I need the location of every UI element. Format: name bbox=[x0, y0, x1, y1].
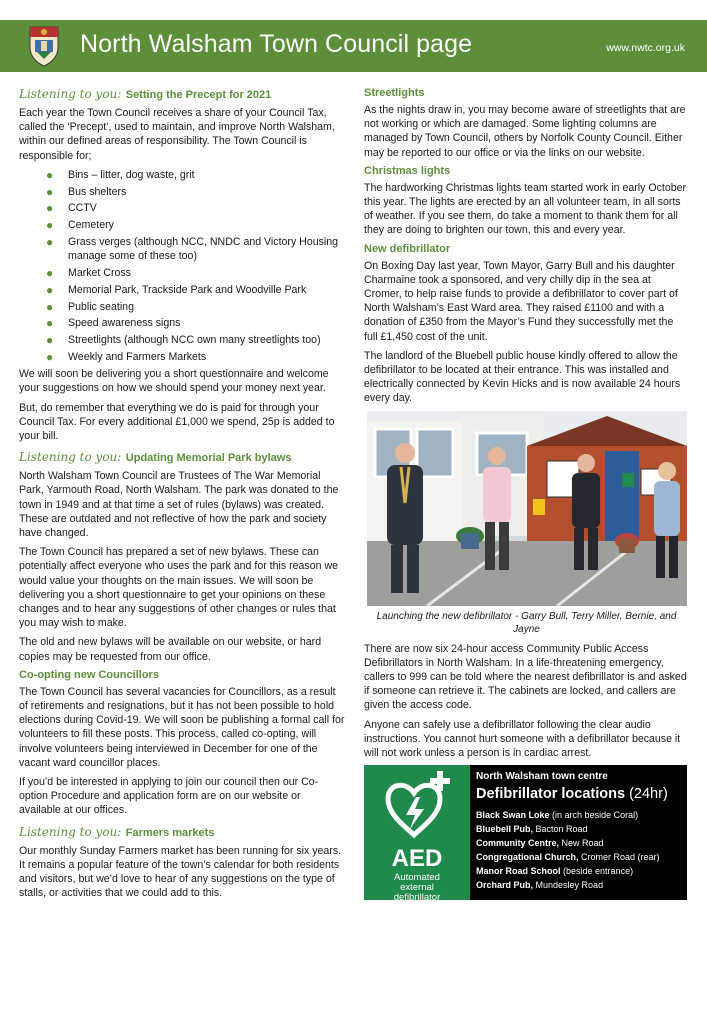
aed-locations-panel bbox=[476, 771, 684, 892]
aed-sign bbox=[364, 765, 470, 904]
photo-caption: Launching the new defibrillator - Garry Bull, Terry Miller, Bernie, and Jayne bbox=[376, 610, 677, 635]
bullet-icon: ● bbox=[46, 282, 54, 297]
location-item: Community Centre, New Road bbox=[476, 838, 604, 849]
aed-town-label: North Walsham town centre bbox=[476, 771, 608, 783]
bullet-icon: ● bbox=[46, 201, 54, 216]
coopting-text-2: If you’d be interested in applying to join our council then our Co-option Procedure and application form are on our website or available at our offices. bbox=[19, 776, 319, 817]
christmas-text: The hardworking Christmas lights team started work in early October this year. The lights are erected by an all volunteer team, in all sorts of weather. If you see them, do take a moment to thank them for all they are doing to brighten our town, this and every year. bbox=[364, 181, 687, 237]
aed-heading: Defibrillator locations (24hr) bbox=[476, 786, 668, 803]
listening-kicker: Listening to you: bbox=[19, 450, 122, 465]
farmers-heading bbox=[19, 823, 345, 841]
streetlights-text: As the nights draw in, you may become aware of streetlights that are not working or which are damaged. Some lighting columns are managed by Town Council, others by Norfolk County Council. Either may be reported to our office or via the links on our website. bbox=[364, 104, 686, 159]
bylaws-heading bbox=[19, 448, 345, 466]
list-item: ● Bus shelters bbox=[46, 184, 127, 199]
right-column bbox=[364, 84, 689, 904]
bylaws-text-1: North Walsham Town Council are Trustees of The War Memorial Park, Yarmouth Road, North Walsham. The park was donated to the town in 1949 and at that time a set of rules (bylaws) was created. These are outdated and not reflective of how the park and society have changed. bbox=[19, 470, 339, 540]
defib-text-1: On Boxing Day last year, Town Mayor, Garry Bull and his daughter Charmaine took a sponsored, and very chilly dip in the sea at Cromer, to help raise funds to provide a defibrillator to cover part of North Walsham’s East Ward area. They raised £1100 and with a donation of £350 from the Mayor’s Fund they successfully met the full £1,450 cost of the unit. bbox=[364, 259, 678, 343]
bullet-icon: ● bbox=[46, 167, 54, 182]
bullet-icon: ● bbox=[46, 299, 54, 314]
bullet-icon: ● bbox=[46, 266, 54, 280]
location-item: Bluebell Pub, Bacton Road bbox=[476, 824, 588, 835]
precept-heading bbox=[19, 85, 345, 103]
bullet-icon: ● bbox=[46, 349, 54, 364]
list-item: ● Streetlights (although NCC own many streetlights too) bbox=[46, 333, 321, 348]
streetlights-title: Streetlights bbox=[364, 87, 425, 99]
defibrillator-launch-photo bbox=[367, 411, 687, 606]
defibrillator-locations-box bbox=[364, 765, 687, 904]
town-crest-icon bbox=[27, 23, 61, 67]
bullet-icon: ● bbox=[46, 333, 54, 348]
list-item: ● Public seating bbox=[46, 299, 134, 314]
bullet-icon: ● bbox=[46, 184, 54, 199]
list-item: ● Speed awareness signs bbox=[46, 316, 181, 331]
christmas-title: Christmas lights bbox=[364, 164, 451, 177]
aed-subtitle: Automated external defibrillator bbox=[393, 872, 441, 904]
precept-questionnaire-text: We will soon be delivering you a short questionnaire and welcome your suggestions on how we should spend your money next year. bbox=[19, 368, 329, 395]
aed-label: AED bbox=[391, 845, 443, 873]
bullet-icon: ● bbox=[46, 235, 54, 249]
aed-heart-icon bbox=[364, 765, 470, 845]
bylaws-text-3: The old and new bylaws will be available on our website, or hard copies may be requested from our office. bbox=[19, 636, 322, 663]
bullet-icon: ● bbox=[46, 316, 54, 331]
listening-kicker: Listening to you: bbox=[19, 824, 122, 839]
location-item: Manor Road School (beside entrance) bbox=[476, 866, 634, 877]
location-item: Orchard Pub, Mundesley Road bbox=[476, 880, 604, 891]
page-header bbox=[0, 20, 707, 72]
precept-council-tax-text: But, do remember that everything we do is paid for through your Council Tax. For every additional £1,000 we spend, 25p is added to your bill. bbox=[19, 401, 335, 442]
bylaws-text-2: The Town Council has prepared a set of new bylaws. These can potentially affect everyone who uses the park and for this reason we would value your thoughts on the main issues. We will soon be delivering you a short questionnaire to get your opinions on these changes and to hear any suggestions of other changes or rules that you may wish to make. bbox=[19, 546, 338, 630]
bullet-icon: ● bbox=[46, 218, 54, 233]
list-item: ● Weekly and Farmers Markets bbox=[46, 349, 207, 364]
list-item: ● Grass verges (although NCC, NNDC and Victory Housing manage some of these too) bbox=[46, 235, 339, 263]
defib-text-4: Anyone can safely use a defibrillator following the clear audio instructions. You cannot hurt someone with a defibrillator because it will not work unless a person is in cardiac arrest. bbox=[364, 718, 681, 760]
defib-text-2: The landlord of the Bluebell public house kindly offered to allow the defibrillator to be located at their entrance. This was installed and electrically connected by Kevin Hicks and is now available 24 hours every day. bbox=[364, 349, 681, 405]
list-item: ● Memorial Park, Trackside Park and Woodville Park bbox=[46, 282, 307, 297]
location-item: Congregational Church, Cromer Road (rear) bbox=[476, 852, 660, 863]
farmers-text: Our monthly Sunday Farmers market has been running for six years. It remains a popular feature of the town’s calendar for both residents and visitors, but we’d love to hear of any suggestions on the type of stalls, or activities that we could add to this. bbox=[19, 844, 342, 900]
list-item: ● Market Cross bbox=[46, 266, 131, 280]
list-item: ● Bins – litter, dog waste, grit bbox=[46, 167, 195, 182]
location-item: Black Swan Loke (in arch beside Coral) bbox=[476, 810, 639, 821]
responsibility-list bbox=[19, 168, 345, 364]
precept-title: Setting the Precept for 2021 bbox=[125, 89, 272, 101]
bylaws-title: Updating Memorial Park bylaws bbox=[125, 452, 292, 465]
defib-text-3: There are now six 24-hour access Community Public Access Defibrillators in North Walsham. In a life-threatening emergency, callers to 999 can be told where the nearest defibrillator is and asked if someone can retrieve it. The cabinets are locked, and callers are given the access code. bbox=[364, 642, 687, 712]
listening-kicker: Listening to you: bbox=[19, 87, 122, 101]
left-column bbox=[19, 84, 345, 905]
farmers-title: Farmers markets bbox=[125, 826, 215, 839]
website-url[interactable]: www.nwtc.org.uk bbox=[606, 42, 685, 54]
defib-title: New defibrillator bbox=[364, 242, 451, 255]
coopting-text-1: The Town Council has several vacancies for Councillors, as a result of retirements and resignations, but it has not been possible to hold elections during Covid-19. We will soon be publishing a formal call for volunteers to fill these posts. This process, called co-opting, will involve volunteers being interviewed in December for one of the vacant ward councillor places. bbox=[19, 685, 345, 769]
coopting-title: Co-opting new Councillors bbox=[19, 668, 159, 681]
list-item: ● CCTV bbox=[46, 201, 97, 216]
precept-intro: Each year the Town Council receives a share of your Council Tax, called the ‘Precept’, used to maintain, and improve North Walsham, within our defined areas of responsibility. The Town Council is responsible for; bbox=[19, 107, 335, 162]
list-item: ● Cemetery bbox=[46, 218, 114, 233]
page-title: North Walsham Town Council page bbox=[80, 30, 473, 58]
